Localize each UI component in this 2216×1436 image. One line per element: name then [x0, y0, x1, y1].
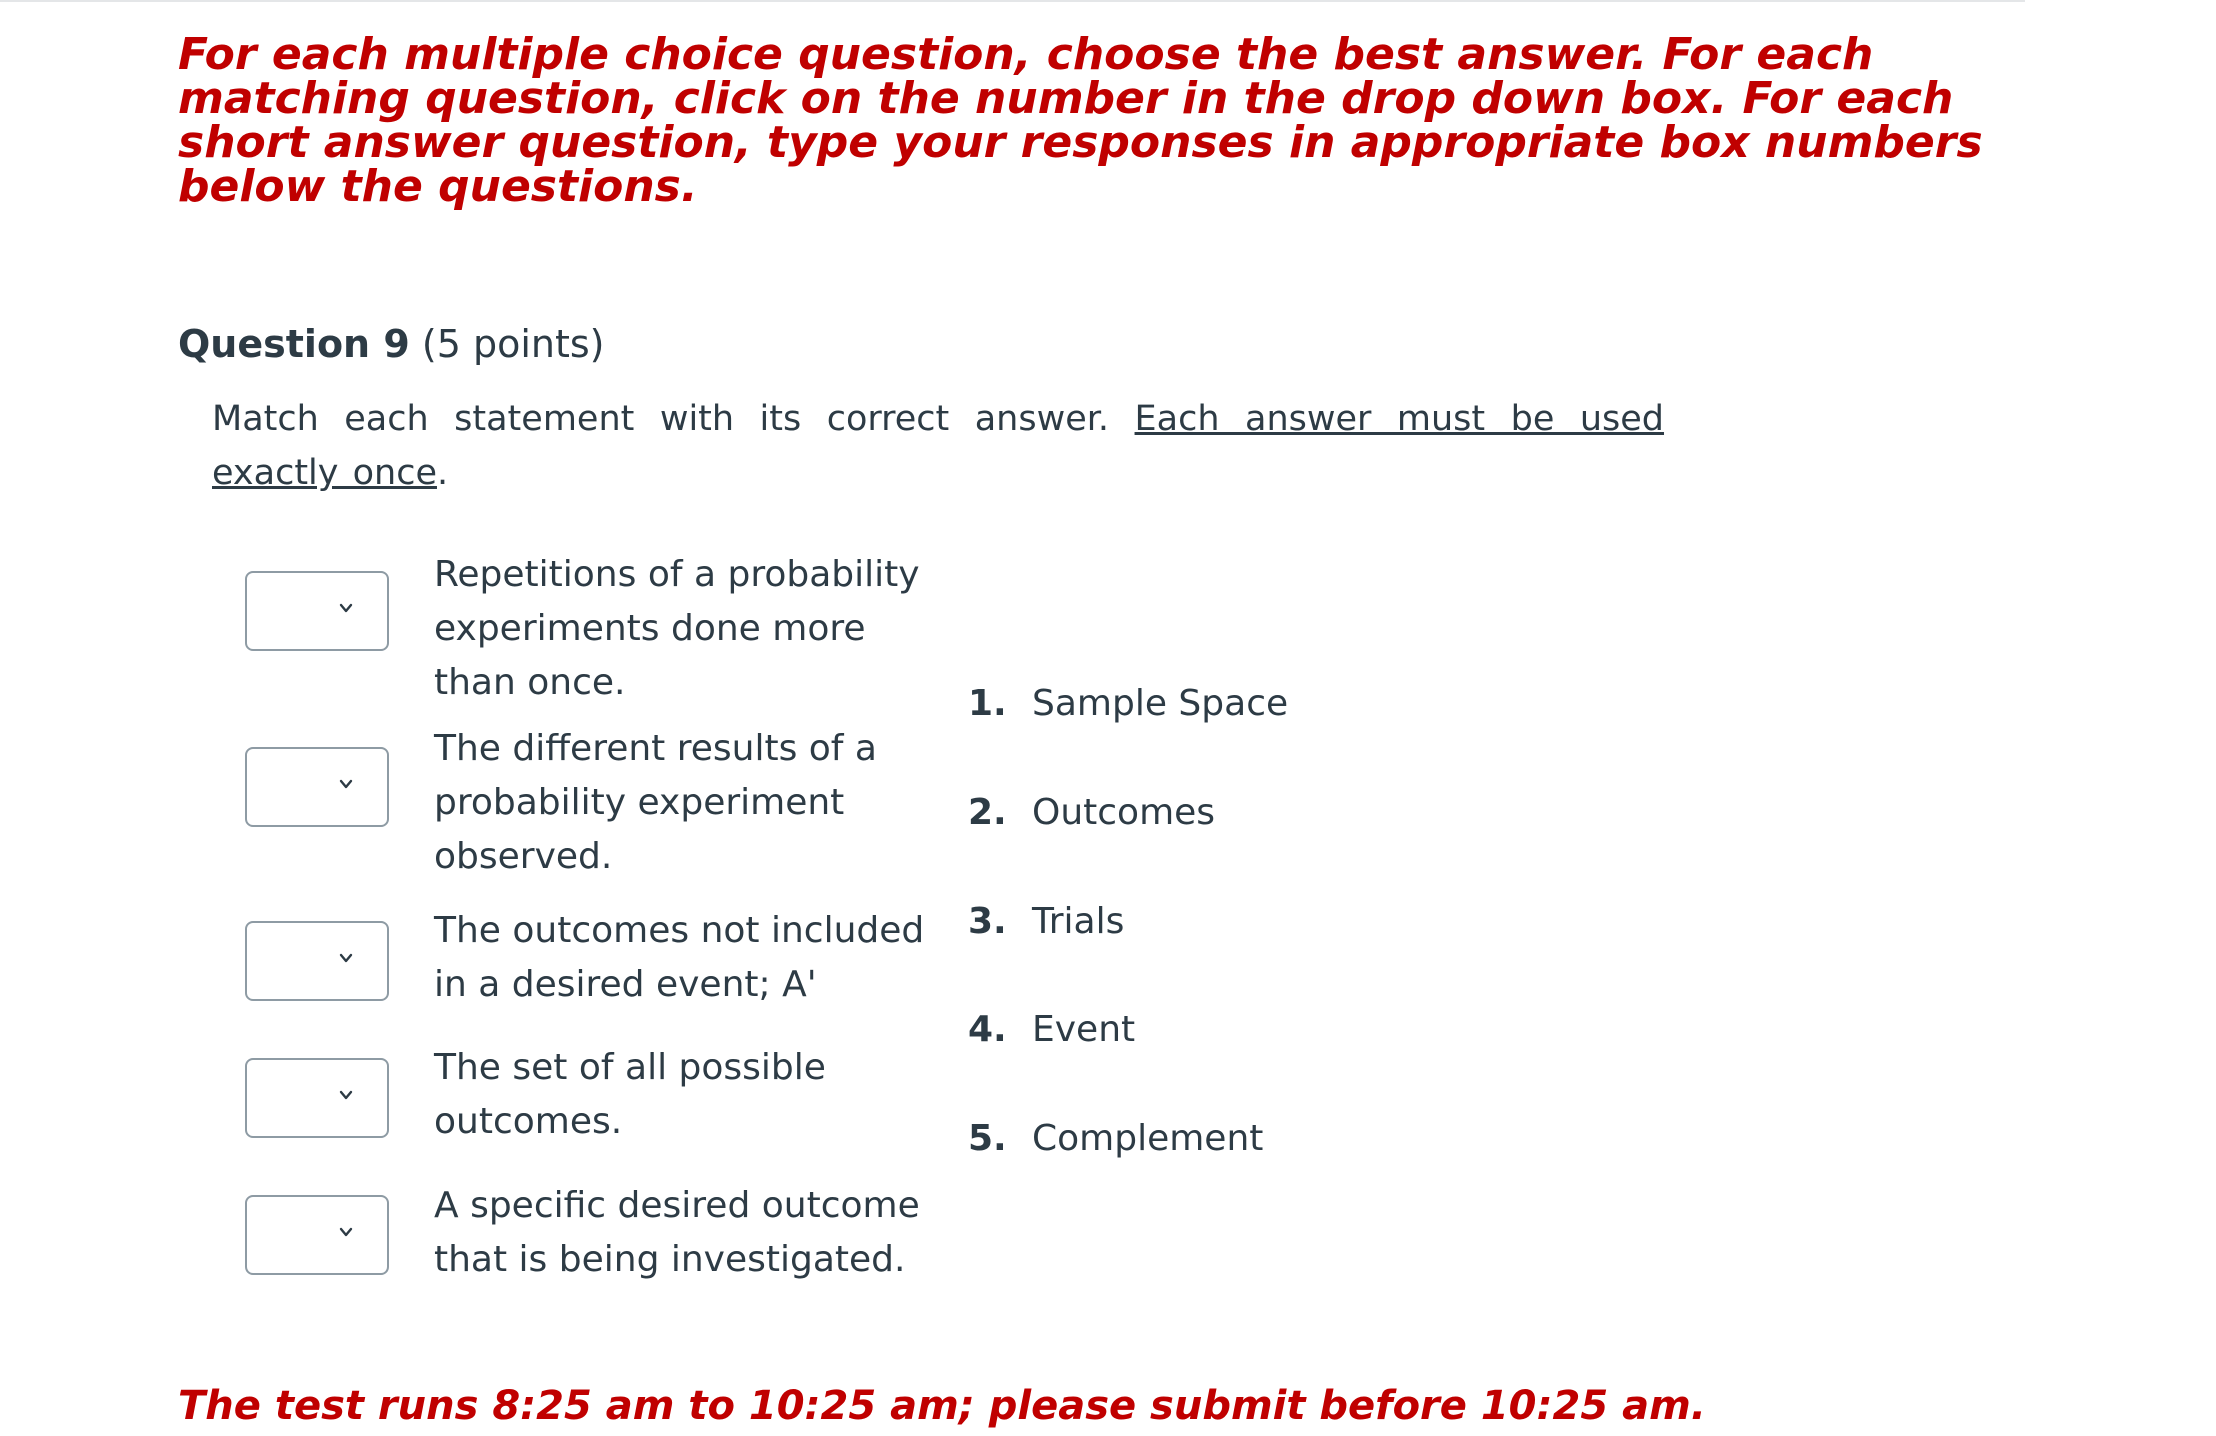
answer-item-2 [968, 786, 1215, 840]
statement-line: Repetitions of a probability [434, 554, 920, 595]
quiz-instructions [178, 29, 1983, 212]
match-dropdown-5[interactable] [245, 1195, 389, 1275]
answer-item-4 [968, 1003, 1135, 1057]
question-header [178, 318, 605, 370]
statement-line: in a desired event; A' [434, 964, 817, 1005]
answer-label: Event [1032, 1009, 1136, 1050]
statement-3 [434, 904, 934, 1012]
question-number: Question 9 [178, 322, 410, 366]
answer-number: 5. [968, 1118, 1007, 1159]
match-dropdown-1[interactable] [245, 571, 389, 651]
chevron-down-icon [339, 601, 353, 615]
prompt-text: Match each statement with its correct answer. [212, 399, 1135, 439]
statement-line: The outcomes not included [434, 910, 925, 951]
chevron-down-icon [339, 1088, 353, 1102]
top-divider [0, 0, 2025, 2]
answer-number: 3. [968, 901, 1007, 942]
statement-line: probability experiment [434, 782, 845, 823]
instructions-line-2: short answer question, type your responses in appropriate box numbers [178, 117, 1983, 168]
statement-line: observed. [434, 836, 613, 877]
match-dropdown-4[interactable] [245, 1058, 389, 1138]
answer-item-3 [968, 895, 1124, 949]
instructions-line-cut: For each multiple choice question, choose the best answer. For each [178, 29, 1874, 80]
statement-4 [434, 1041, 934, 1149]
statement-line: outcomes. [434, 1101, 623, 1142]
match-dropdown-3[interactable] [245, 921, 389, 1001]
chevron-down-icon [339, 951, 353, 965]
statement-line: The different results of a [434, 728, 877, 769]
statement-5 [434, 1179, 934, 1287]
match-dropdown-2[interactable] [245, 747, 389, 827]
statement-line: The set of all possible [434, 1047, 826, 1088]
answer-label: Trials [1032, 901, 1125, 942]
test-time-note: The test runs 8:25 am to 10:25 am; please submit before 10:25 am. [178, 1383, 1706, 1429]
instructions-line-1: matching question, click on the number in the drop down box. For each [178, 73, 1954, 124]
instructions-line-3: below the questions. [178, 161, 698, 212]
answer-item-1 [968, 677, 1288, 731]
answer-label: Outcomes [1032, 792, 1216, 833]
statement-line: than once. [434, 662, 626, 703]
statement-line: that is being investigated. [434, 1239, 906, 1280]
answer-label: Sample Space [1032, 683, 1289, 724]
statement-2 [434, 722, 934, 884]
answer-number: 2. [968, 792, 1007, 833]
statement-line: A specific desired outcome [434, 1185, 920, 1226]
chevron-down-icon [339, 777, 353, 791]
prompt-end: . [436, 453, 449, 493]
prompt-underlined-text: Each answer must be used exactly once [212, 399, 1665, 493]
question-prompt [212, 392, 1664, 500]
answer-number: 4. [968, 1009, 1007, 1050]
question-points: (5 points) [421, 322, 605, 366]
answer-number: 1. [968, 683, 1007, 724]
statement-1 [434, 548, 934, 710]
chevron-down-icon [339, 1225, 353, 1239]
statement-line: experiments done more [434, 608, 866, 649]
answer-item-5 [968, 1112, 1263, 1166]
answer-label: Complement [1032, 1118, 1264, 1159]
